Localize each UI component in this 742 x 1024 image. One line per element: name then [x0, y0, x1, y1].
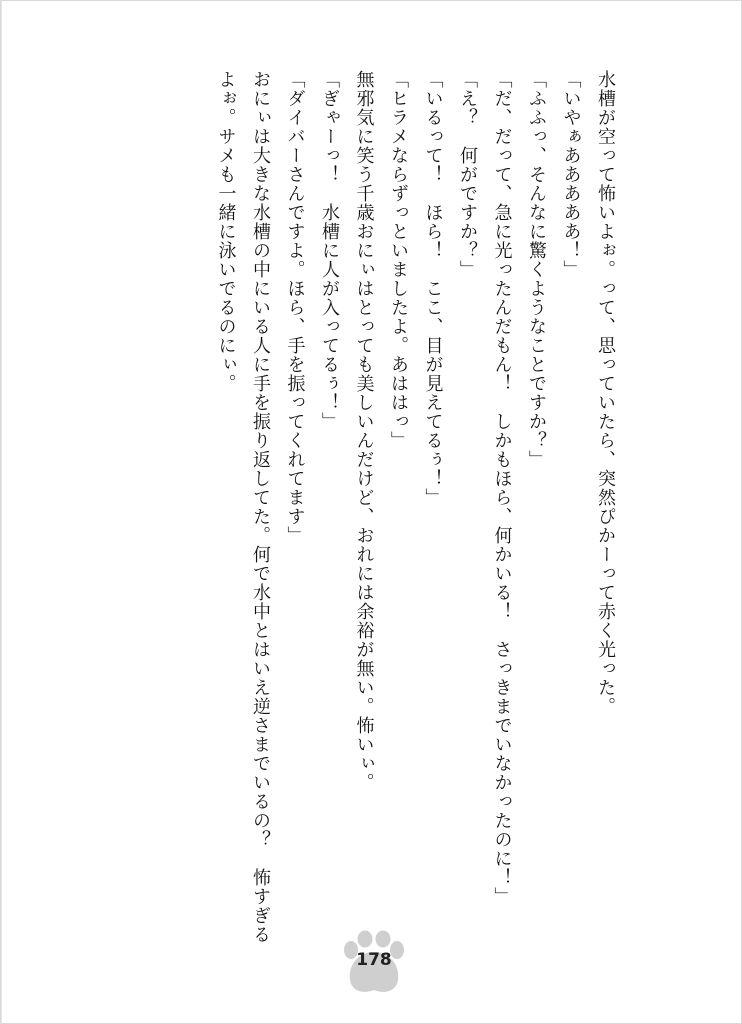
text-line: 「いやぁあああああ！」 [560, 70, 582, 279]
text-line: 「ダイバーさんですよ。ほら、手を振ってくれてます」 [284, 70, 306, 545]
text-line: 「いるって！ ほら！ ここ、目が見えてるぅ！」 [422, 70, 444, 507]
text-line: 「え？ 何がですか？」 [457, 70, 478, 279]
text-line: よぉ。サメも一緒に泳いでるのにぃ。 [215, 70, 237, 393]
text-line: 「ぎゃーっ！ 水槽に人が入ってるぅ！」 [319, 70, 340, 431]
text-line: 「ふふっ、そんなに驚くようなことですか？」 [526, 70, 547, 469]
text-line: 「だ、だって、急に光ったんだもん！ しかもほら、何かいる！ さっきまでいなかったのに！」 [491, 70, 513, 906]
text-line: 無邪気に笑う千歳おにぃはとっても美しいんだけど、おれには余裕が無い。怖いぃ。 [353, 70, 375, 792]
vertical-text-body [152, 70, 622, 950]
text-line: おにぃは大きな水槽の中にいる人に手を振り返してた。何で水中とはいえ逆さまでいるの？ 怖すぎる [250, 70, 271, 944]
page-number: 178 [356, 950, 392, 970]
text-line: 「ヒラメならずっといましたよ。あははっ」 [388, 70, 409, 450]
page-footer [338, 930, 410, 998]
text-line: 水槽が空って怖いよぉ。って、思っていたら、突然ぴかーって赤く光った。 [595, 70, 616, 716]
